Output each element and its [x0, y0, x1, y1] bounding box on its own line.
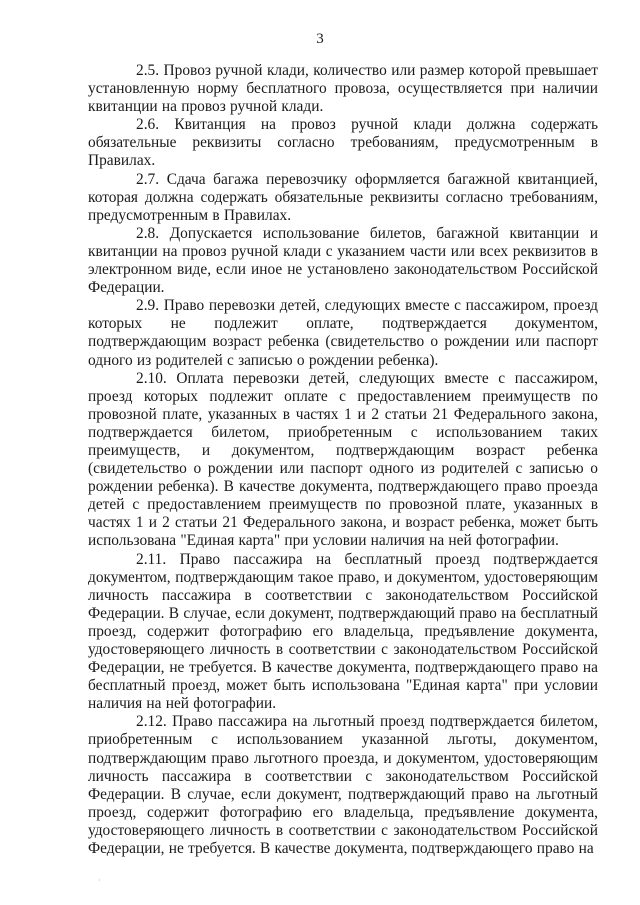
- paragraph-2-5: 2.5. Провоз ручной клади, количество или размер которой превышает установленную норму бесплатного провоза, осуществляется при наличии квитанции на провоз ручной клади.: [88, 62, 598, 116]
- paragraph-2-12: 2.12. Право пассажира на льготный проезд подтверждается билетом, приобретенным с использованием указанной льготы, документом, подтверждающим право льготного проезда, и документом, удостоверяющим личность пассажира в соответствии с законодательством Российской Федерации. В случае, если документ, подтверждающий право на льготный проезд, содержит фотографию его владельца, предъявление документа, удостоверяющего личность в соответствии с законодательством Российской Федерации, не требуется. В качестве документа, подтверждающего право на: [88, 713, 598, 858]
- document-body: [88, 62, 598, 858]
- paragraph-2-9: 2.9. Право перевозки детей, следующих вместе с пассажиром, проезд которых не подлежит оплате, подтверждается документом, подтверждающим возраст ребенка (свидетельство о рождении или паспорт одного из родителей с записью о рождении ребенка).: [88, 297, 598, 369]
- page-number: 3: [316, 31, 324, 47]
- paragraph-2-11: 2.11. Право пассажира на бесплатный проезд подтверждается документом, подтверждающим такое право, и документом, удостоверяющим личность пассажира в соответствии с законодательством Российской Федерации. В случае, если документ, подтверждающий право на бесплатный проезд, содержит фотографию его владельца, предъявление документа, удостоверяющего личность в соответствии с законодательством Российской Федерации, не требуется. В качестве документа, подтверждающего право на бесплатный проезд, может быть использована "Единая карта" при условии наличия на ней фотографии.: [88, 550, 598, 713]
- paragraph-2-6: 2.6. Квитанция на провоз ручной клади должна содержать обязательные реквизиты согласно требованиям, предусмотренным в Правилах.: [88, 116, 598, 170]
- paragraph-2-10: 2.10. Оплата перевозки детей, следующих вместе с пассажиром, проезд которых подлежит оплате с предоставлением преимуществ по провозной плате, указанных в частях 1 и 2 статьи 21 Федерального закона, подтверждается билетом, приобретенным с использованием таких преимуществ, и документом, подтверждающим возраст ребенка (свидетельство о рождении или паспорт одного из родителей с записью о рождении ребенка). В качестве документа, подтверждающего право проезда детей с предоставлением преимуществ по провозной плате, указанных в частях 1 и 2 статьи 21 Федерального закона, и возраст ребенка, может быть использована "Единая карта" при условии наличия на ней фотографии.: [88, 369, 598, 550]
- paragraph-2-8: 2.8. Допускается использование билетов, багажной квитанции и квитанции на провоз ручной клади с указанием части или всех реквизитов в электронном виде, если иное не установлено законодательством Российской Федерации.: [88, 224, 598, 297]
- footer-mark: ·: [98, 876, 101, 885]
- paragraph-2-7: 2.7. Сдача багажа перевозчику оформляется багажной квитанцией, которая должна содержать обязательные реквизиты согласно требованиям, предусмотренным в Правилах.: [88, 170, 598, 224]
